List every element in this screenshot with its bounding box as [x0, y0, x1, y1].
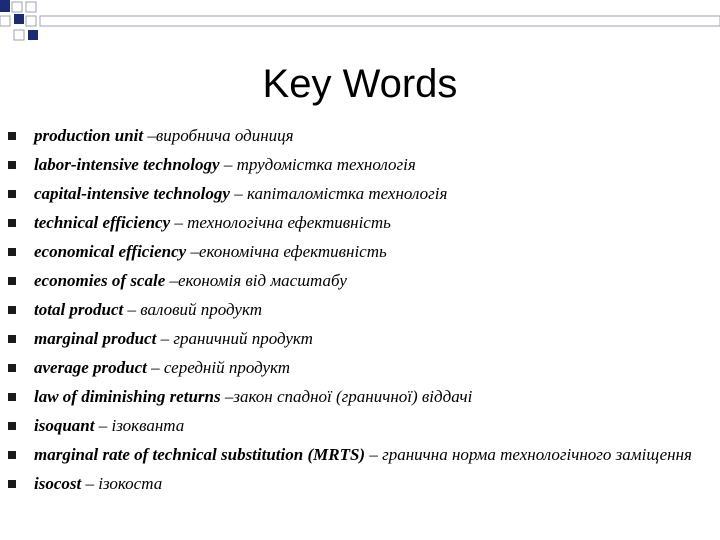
square-bullet-icon — [8, 161, 16, 169]
list-item — [8, 211, 708, 234]
term: economies of scale — [34, 271, 166, 290]
list-item — [8, 414, 708, 437]
slide-title: Key Words — [262, 62, 458, 106]
square-bullet-icon — [8, 248, 16, 256]
term: marginal product — [34, 329, 157, 348]
square-bullet-icon — [8, 480, 16, 488]
term: average product — [34, 358, 147, 377]
list-item — [8, 298, 708, 321]
square-bullet-icon — [8, 132, 16, 140]
square-bullet-icon — [8, 393, 16, 401]
term: production unit — [34, 126, 144, 145]
term: economical efficiency — [34, 242, 187, 261]
definition: – ізокоста — [81, 474, 163, 493]
term: marginal rate of technical substitution (MRTS) — [34, 445, 366, 464]
list-item — [8, 153, 708, 176]
key-words-list — [8, 124, 708, 501]
definition: –закон спадної (граничної) віддачі — [220, 387, 473, 406]
square-bullet-icon — [8, 422, 16, 430]
term: total product — [34, 300, 124, 319]
square-bullet-icon — [8, 190, 16, 198]
list-item — [8, 472, 708, 495]
definition: – трудомістка технологія — [219, 155, 416, 174]
definition: –економія від масштабу — [165, 271, 347, 290]
definition: –виробнича одиниця — [143, 126, 294, 145]
corner-decoration — [0, 0, 720, 50]
list-item — [8, 124, 708, 147]
list-item — [8, 269, 708, 292]
list-item — [8, 182, 708, 205]
term: labor-intensive technology — [34, 155, 220, 174]
list-item — [8, 443, 708, 466]
term: technical efficiency — [34, 213, 171, 232]
definition: – капіталомістка технологія — [229, 184, 448, 203]
definition: – граничний продукт — [156, 329, 313, 348]
list-item — [8, 356, 708, 379]
definition: – ізокванта — [94, 416, 185, 435]
definition: –економічна ефективність — [186, 242, 387, 261]
list-item — [8, 240, 708, 263]
definition: – валовий продукт — [123, 300, 262, 319]
term: isocost — [34, 474, 82, 493]
square-bullet-icon — [8, 306, 16, 314]
square-bullet-icon — [8, 277, 16, 285]
square-bullet-icon — [8, 364, 16, 372]
term: isoquant — [34, 416, 95, 435]
list-item — [8, 385, 708, 408]
definition: – середній продукт — [146, 358, 291, 377]
square-bullet-icon — [8, 451, 16, 459]
term: law of diminishing returns — [34, 387, 221, 406]
definition: – гранична норма технологічного заміщення — [365, 445, 692, 464]
square-bullet-icon — [8, 335, 16, 343]
square-bullet-icon — [8, 219, 16, 227]
definition: – технологічна ефективність — [170, 213, 391, 232]
term: capital-intensive technology — [34, 184, 230, 203]
list-item — [8, 327, 708, 350]
